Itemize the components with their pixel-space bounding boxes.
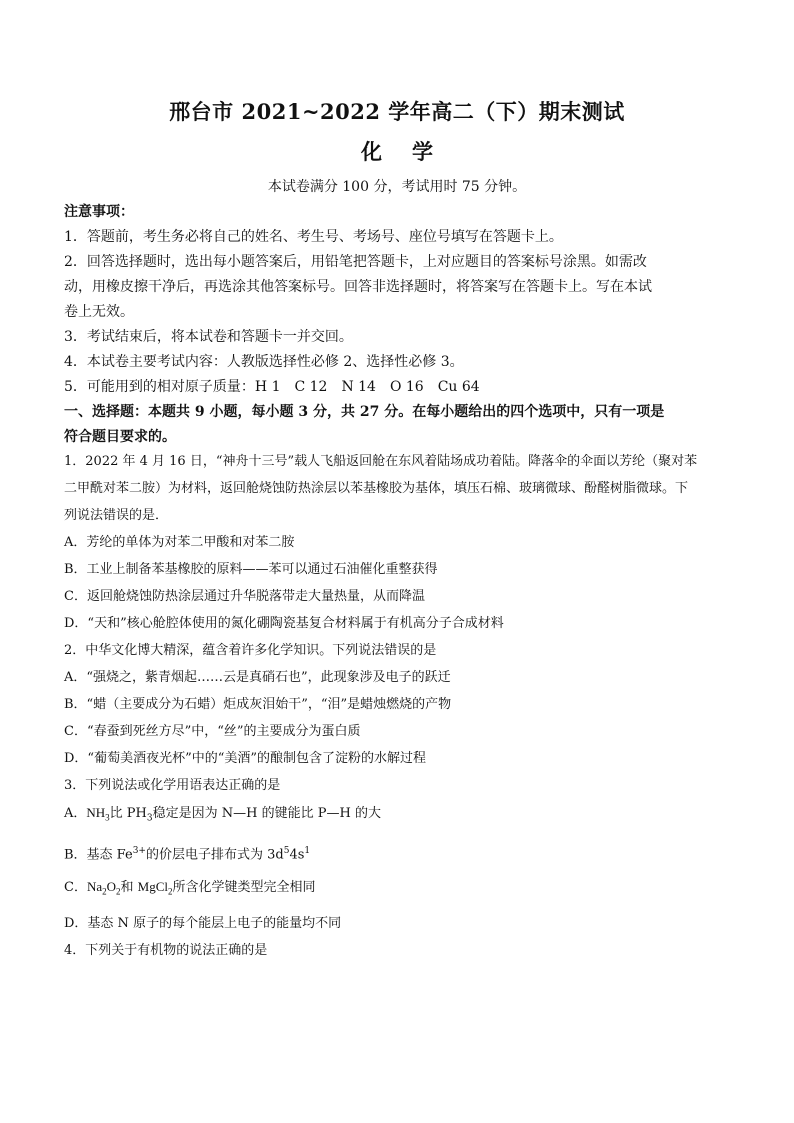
- exam-body: [64, 201, 734, 967]
- option-label: C．: [64, 879, 87, 895]
- question-3-option-b: [64, 840, 734, 866]
- option-text: 稳定是因为 N—H 的键能比 P—H 的大: [152, 806, 381, 821]
- question-2-option-a: A．“强烧之，紫青烟起……云是真硝石也”，此现象涉及电子的跃迁: [64, 670, 451, 685]
- note-line: 动，用橡皮擦干净后，再选涂其他答案标号。回答非选择题时，将答案写在答题卡上。写在本试: [64, 279, 652, 295]
- note-line: 1．答题前，考生务必将自己的姓名、考生号、考场号、座位号填写在答题卡上。: [64, 229, 563, 245]
- note-line: 2．回答选择题时，选出每小题答案后，用铅笔把答题卡，上对应题目的答案标号涂黑。如需改: [64, 254, 647, 270]
- formula-subscript: 2: [102, 886, 107, 897]
- question-2-option-b: B．“蜡（主要成分为石蜡）炬成灰泪始干”，“泪”是蜡烛燃烧的产物: [64, 697, 452, 712]
- question-2-option-c: C．“春蚕到死丝方尽”中，“丝”的主要成分为蛋白质: [64, 724, 361, 739]
- note-line: 5．可能用到的相对原子质量：H 1 C 12 N 14 O 16 Cu 64: [64, 379, 480, 395]
- exam-intro: 本试卷满分 100 分，考试用时 75 分钟。: [267, 179, 527, 195]
- note-line: 4．本试卷主要考试内容：人教版选择性必修 2、选择性必修 3。: [64, 354, 464, 370]
- formula-mgcl2: [137, 878, 173, 897]
- formula-text: NH: [86, 805, 106, 820]
- question-1-option-d: D．“天和”核心舱腔体使用的氮化硼陶瓷基复合材料属于有机高分子合成材料: [64, 616, 504, 631]
- question-3-stem: 3．下列说法或化学用语表达正确的是: [64, 778, 281, 793]
- note-line: 卷上无效。: [64, 304, 134, 320]
- formula-superscript: 5: [283, 845, 290, 856]
- question-1-option-b: B．工业上制备苯基橡胶的原料——苯可以通过石油催化重整获得: [64, 562, 438, 577]
- option-text: 4s: [289, 846, 305, 862]
- section-heading-cont: 符合题目要求的。: [64, 429, 176, 445]
- formula-na2o2: [86, 878, 121, 897]
- question-3-option-d: D．基态 N 原子的每个能层上电子的能量均不同: [64, 915, 342, 931]
- question-1-stem: 1．2022 年 4 月 16 日，“神舟十三号”载人飞船返回舱在东风着陆场成功着陆。降落伞的伞面以芳纶（聚对苯: [64, 454, 698, 469]
- option-text: 和: [120, 879, 138, 895]
- formula-superscript: 3+: [132, 845, 146, 856]
- question-1-stem-cont: 列说法错误的是．: [64, 508, 169, 523]
- option-text: 比 PH: [109, 806, 147, 821]
- note-line: 3．考试结束后，将本试卷和答题卡一并交回。: [64, 329, 353, 345]
- formula-text: O: [106, 878, 117, 894]
- formula-subscript: 3: [105, 812, 110, 823]
- formula-nh3: [86, 805, 110, 823]
- option-text: 的价层电子排布式为 3d: [145, 846, 284, 862]
- notes-heading: 注意事项：: [64, 204, 134, 220]
- subject-heading: 化学: [361, 139, 463, 164]
- page-title: 邢台市 2021~2022 学年高二（下）期末测试: [169, 99, 625, 124]
- formula-superscript: 1: [304, 845, 311, 856]
- formula-subscript: 3: [146, 813, 153, 824]
- option-label: A．: [64, 806, 87, 821]
- option-text: 所含化学键类型完全相同: [172, 879, 316, 895]
- section-heading: 一、选择题：本题共 9 小题，每小题 3 分，共 27 分。在每小题给出的四个选项中，只有一项是: [64, 404, 665, 420]
- formula-text: MgCl: [137, 878, 168, 894]
- question-3-option-a: [64, 802, 734, 830]
- formula-subscript: 2: [116, 886, 121, 897]
- option-text: B．基态 Fe: [64, 846, 133, 862]
- formula-text: Na: [86, 878, 103, 894]
- question-1-option-c: C．返回舱烧蚀防热涂层通过升华脱落带走大量热量，从而降温: [64, 589, 425, 604]
- formula-subscript: 2: [168, 886, 173, 897]
- question-2-stem: 2．中华文化博大精深，蕴含着许多化学知识。下列说法错误的是: [64, 643, 437, 658]
- question-1-stem-cont: 二甲酰对苯二胺）为材料，返回舱烧蚀防热涂层以苯基橡胶为基体，填压石棉、玻璃微球、酚醛树脂微球。下: [64, 481, 689, 496]
- question-4-stem: 4．下列关于有机物的说法正确的是: [64, 942, 268, 958]
- question-1-option-a: A．芳纶的单体为对苯二甲酸和对苯二胺: [64, 535, 295, 550]
- question-2-option-d: D．“葡萄美酒夜光杯”中的“美酒”的酿制包含了淀粉的水解过程: [64, 751, 427, 766]
- question-3-option-c: [64, 876, 734, 903]
